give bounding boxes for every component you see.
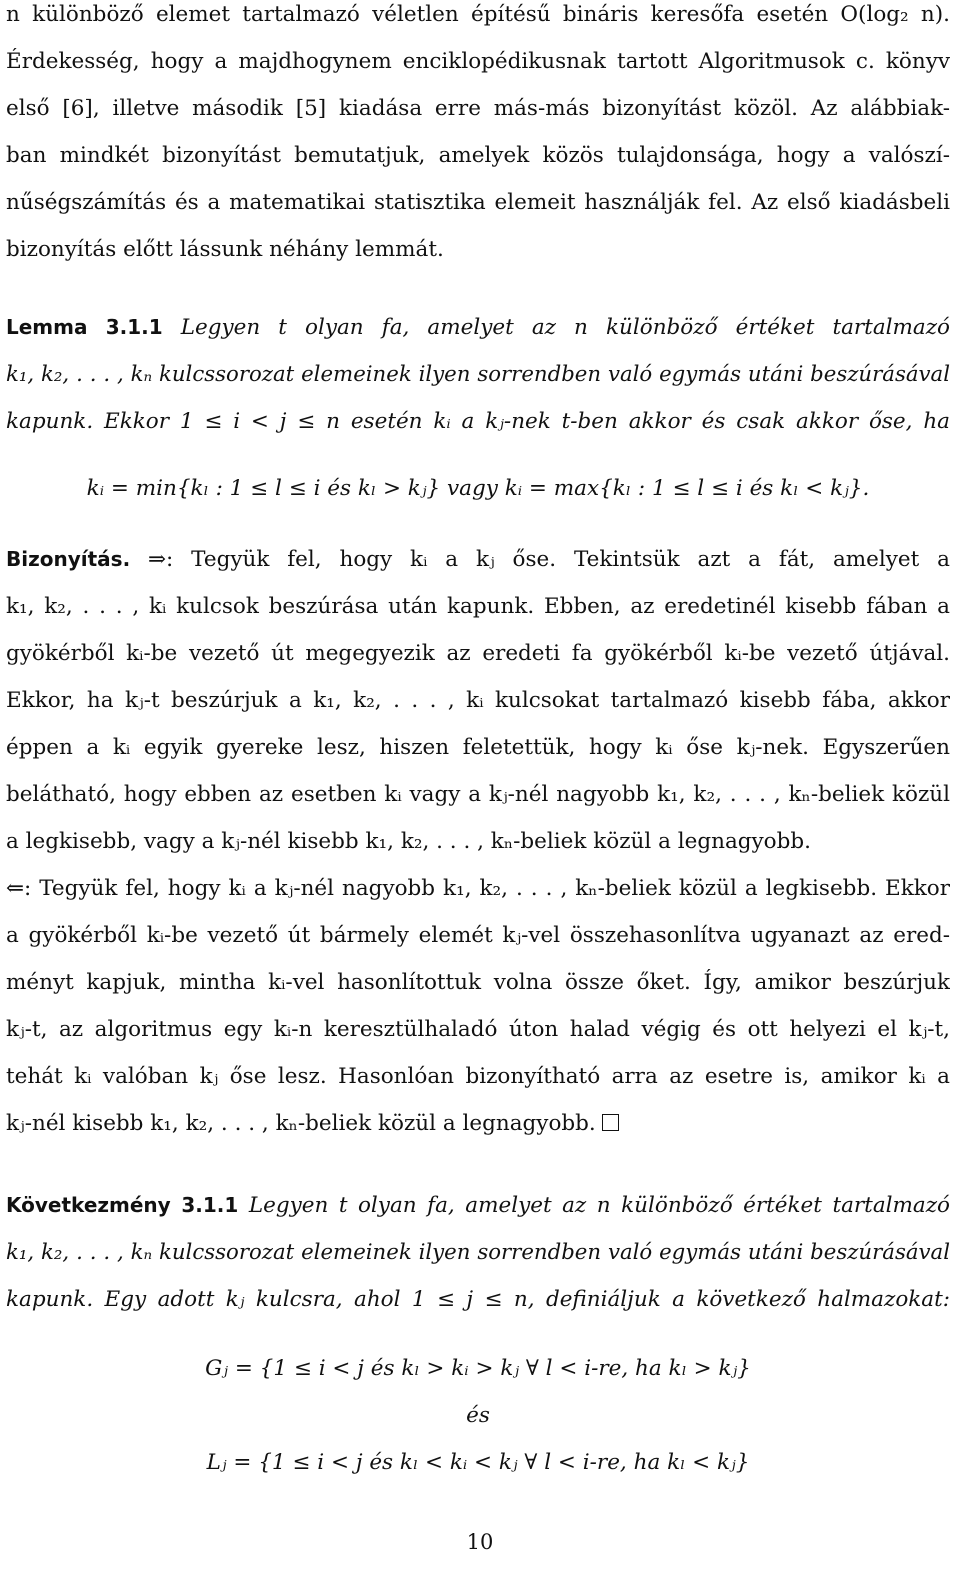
corollary-block [6,1182,950,1486]
lemma-equation: kᵢ = min{kₗ : 1 ≤ l ≤ i és kₗ > kⱼ} vagy kᵢ = max{kₗ : 1 ≤ l ≤ i és kₗ < kⱼ}. [86,476,870,501]
corollary-equation-g: Gⱼ = {1 ≤ i < j és kₗ > kᵢ > kⱼ ∀ l < i-re, ha kₗ > kⱼ} [205,1356,751,1381]
lemma-block [6,304,950,512]
qed-square-icon [602,1114,619,1131]
lemma-label: Lemma 3.1.1 [6,315,163,339]
intro-line: első [6], illetve második [5] kiadása erre más-más bizonyítást közöl. Az alábbiak- [6,96,950,121]
lemma-line [6,304,950,351]
intro-line: nűségszámítás és a matematikai statisztika elemeit használják fel. Az első kiadásbeli [6,190,950,215]
proof-line [6,536,950,583]
lemma-text: Legyen t olyan fa, amelyet az n különböző értéket tartalmazó [180,315,950,340]
corollary-line: k₁, k₂, . . . , kₙ kulcssorozat elemeinek ilyen sorrendben való egymás utáni beszúrásával [6,1240,950,1265]
intro-line: n különböző elemet tartalmazó véletlen építésű bináris keresőfa esetén O(log₂ n). [6,2,950,27]
proof-line: ményt kapjuk, mintha kᵢ-vel hasonlítottuk volna össze őket. Így, amikor beszúrjuk [6,970,950,995]
proof-line: a gyökérből kᵢ-be vezető út bármely elemét kⱼ-vel összehasonlítva ugyanazt az ered- [6,923,950,948]
corollary-equation-connector: és [466,1403,490,1428]
proof-line: a legkisebb, vagy a kⱼ-nél kisebb k₁, k₂, . . . , kₙ-beliek közül a legnagyobb. [6,829,811,854]
page-number: 10 [466,1530,494,1554]
proof-label: Bizonyítás. [6,547,131,571]
corollary-equation-l: Lⱼ = {1 ≤ i < j és kₗ < kᵢ < kⱼ ∀ l < i-re, ha kₗ < kⱼ} [206,1450,750,1475]
proof-line: tehát kᵢ valóban kⱼ őse lesz. Hasonlóan bizonyítható arra az esetre is, amikor kᵢ a [6,1064,950,1089]
lemma-line: kapunk. Ekkor 1 ≤ i < j ≤ n esetén kᵢ a kⱼ-nek t-ben akkor és csak akkor őse, ha [6,409,950,434]
corollary-text: Legyen t olyan fa, amelyet az n különböző értéket tartalmazó [248,1193,950,1218]
page-body [6,0,950,1486]
lemma-line: k₁, k₂, . . . , kₙ kulcssorozat elemeinek ilyen sorrendben való egymás utáni beszúrásával [6,362,950,387]
proof-text: ⇒: Tegyük fel, hogy kᵢ a kⱼ őse. Tekintsük azt a fát, amelyet a [148,547,950,572]
corollary-line [6,1182,950,1229]
intro-line: ban mindkét bizonyítást bemutatjuk, amelyek közös tulajdonsága, hogy a valószí- [6,143,950,168]
proof-line: gyökérből kᵢ-be vezető út megegyezik az eredeti fa gyökérből kᵢ-be vezető útjával. [6,641,950,666]
proof-line: ⇐: Tegyük fel, hogy kᵢ a kⱼ-nél nagyobb k₁, k₂, . . . , kₙ-beliek közül a legkisebb. Ekkor [6,876,950,901]
corollary-label: Következmény 3.1.1 [6,1193,239,1217]
proof-line [6,1100,950,1147]
proof-line: belátható, hogy ebben az esetben kᵢ vagy a kⱼ-nél nagyobb k₁, k₂, . . . , kₙ-beliek közül [6,782,950,807]
proof-block [6,536,950,1147]
corollary-line: kapunk. Egy adott kⱼ kulcsra, ahol 1 ≤ j ≤ n, definiáljuk a következő halmazokat: [6,1287,950,1312]
proof-line: éppen a kᵢ egyik gyereke lesz, hiszen feletettük, hogy kᵢ őse kⱼ-nek. Egyszerűen [6,735,950,760]
intro-paragraph [6,0,950,273]
proof-line: k₁, k₂, . . . , kᵢ kulcsok beszúrása után kapunk. Ebben, az eredetinél kisebb fában a [6,594,950,619]
proof-line: Ekkor, ha kⱼ-t beszúrjuk a k₁, k₂, . . . , kᵢ kulcsokat tartalmazó kisebb fába, akkor [6,688,950,713]
proof-text: kⱼ-nél kisebb k₁, k₂, . . . , kₙ-beliek közül a legnagyobb. [6,1111,596,1136]
intro-line: bizonyítás előtt lássunk néhány lemmát. [6,237,444,262]
intro-line: Érdekesség, hogy a majdhogynem enciklopédikusnak tartott Algoritmusok c. könyv [6,49,950,74]
proof-line: kⱼ-t, az algoritmus egy kᵢ-n keresztülhaladó úton halad végig és ott helyezi el kⱼ-t, [6,1017,950,1042]
